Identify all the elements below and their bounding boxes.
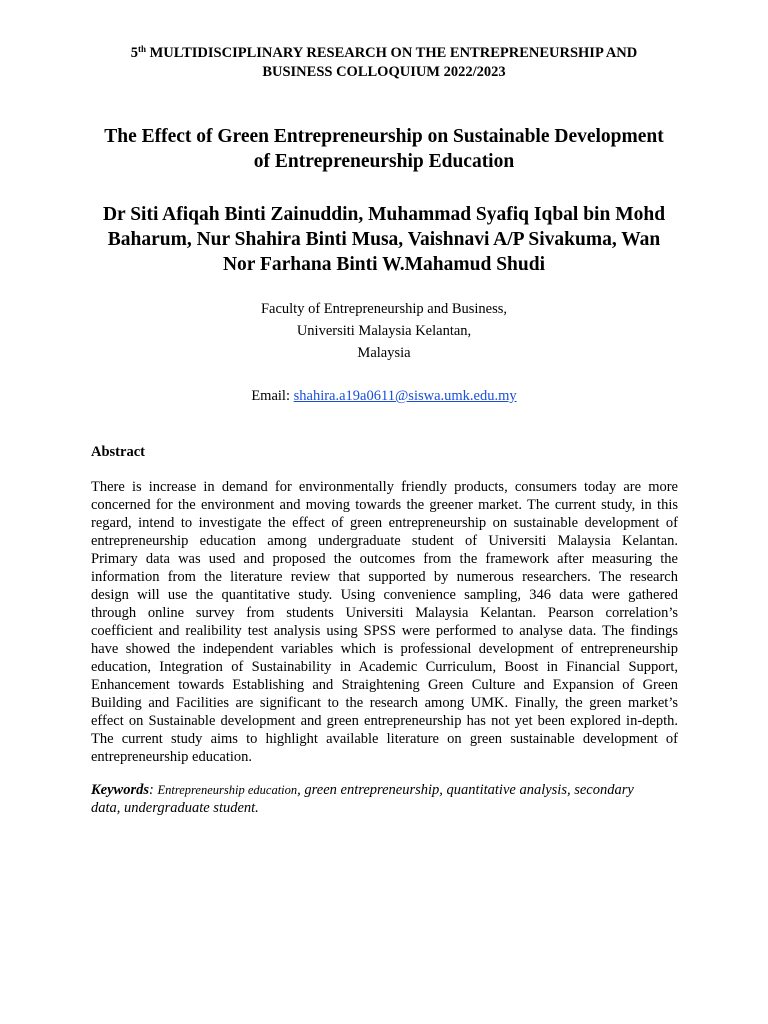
paper-title-line: of Entrepreneurship Education: [253, 151, 515, 172]
affiliation-line: Malaysia: [357, 345, 411, 361]
abstract-line: design will use the quantitative study. Using convenience sampling, 346 data were gathered: [91, 587, 678, 603]
abstract-line: have showed the independent variables which is professional development of entrepreneurship: [91, 641, 678, 657]
author-line: Baharum, Nur Shahira Binti Musa, Vaishnavi A/P Sivakuma, Wan: [107, 229, 661, 250]
abstract-line: entrepreneurship education among undergraduate student of Universiti Malaysia Kelantan.: [91, 533, 678, 549]
conference-header: [0, 44, 768, 82]
author-list: [0, 202, 768, 277]
email-link[interactable]: shahira.a19a0611@siswa.umk.edu.my: [293, 388, 517, 404]
abstract-body: [91, 478, 678, 766]
abstract-line: concerned for the environment and moving towards the greener market. The current study, in this: [91, 497, 678, 513]
keyword-first-term: Entrepreneurship education: [157, 783, 298, 797]
conference-line-2: BUSINESS COLLOQUIUM 2022/2023: [262, 64, 506, 80]
author-line: Dr Siti Afiqah Binti Zainuddin, Muhammad Syafiq Iqbal bin Mohd: [102, 204, 666, 225]
keywords-line-1-rest: , green entrepreneurship, quantitative analysis, secondary: [297, 782, 634, 798]
abstract-line: Primary data was used and proposed the outcomes from the framework after measuring the: [91, 551, 678, 567]
affiliation-line: Faculty of Entrepreneurship and Business,: [260, 301, 508, 317]
abstract-line: The current study aims to highlight available literature on green sustainable development of: [91, 731, 678, 747]
abstract-line: information from the literature review that supported by numerous researchers. The research: [91, 569, 678, 585]
conference-number: 5: [130, 45, 138, 61]
keywords: [91, 781, 678, 817]
affiliation-line: Universiti Malaysia Kelantan,: [296, 323, 472, 339]
conference-line-1-text: MULTIDISCIPLINARY RESEARCH ON THE ENTREPRENEURSHIP AND: [146, 45, 638, 61]
abstract-line: education, Integration of Sustainability in Academic Curriculum, Boost in Financial Support,: [91, 659, 678, 675]
email-label: Email:: [251, 388, 294, 404]
paper-title-line: The Effect of Green Entrepreneurship on Sustainable Development: [104, 126, 664, 147]
author-line: Nor Farhana Binti W.Mahamud Shudi: [222, 254, 546, 275]
abstract-line: There is increase in demand for environmentally friendly products, consumers today are more: [91, 479, 678, 495]
abstract-line: regard, intend to investigate the effect of green entrepreneurship on sustainable development of: [91, 515, 678, 531]
keywords-line-1: [91, 781, 678, 799]
abstract-line: coefficient and realibility test analysis using SPSS were performed to analyse data. The findings: [91, 623, 678, 639]
keywords-label: Keywords: [91, 782, 149, 798]
abstract-line: entrepreneurship education.: [91, 749, 253, 765]
contact-email: [0, 385, 768, 407]
abstract-line: through online survey from students Universiti Malaysia Kelantan. Pearson correlation’s: [91, 605, 678, 621]
keywords-line-2: data, undergraduate student.: [91, 800, 259, 816]
keywords-separator: :: [149, 782, 158, 798]
conference-line-1: [0, 44, 768, 63]
conference-ordinal-suffix: th: [137, 44, 146, 54]
abstract-line: effect on Sustainable development and green entrepreneurship has not yet been explored in-depth.: [91, 713, 678, 729]
abstract-heading: Abstract: [91, 444, 145, 460]
affiliation: [0, 298, 768, 364]
abstract-line: Building and Facilities are significant to the research among UMK. Finally, the green market’s: [91, 695, 678, 711]
paper-title: [0, 124, 768, 174]
abstract-line: Enhancement towards Establishing and Straightening Green Culture and Expansion of Green: [91, 677, 678, 693]
